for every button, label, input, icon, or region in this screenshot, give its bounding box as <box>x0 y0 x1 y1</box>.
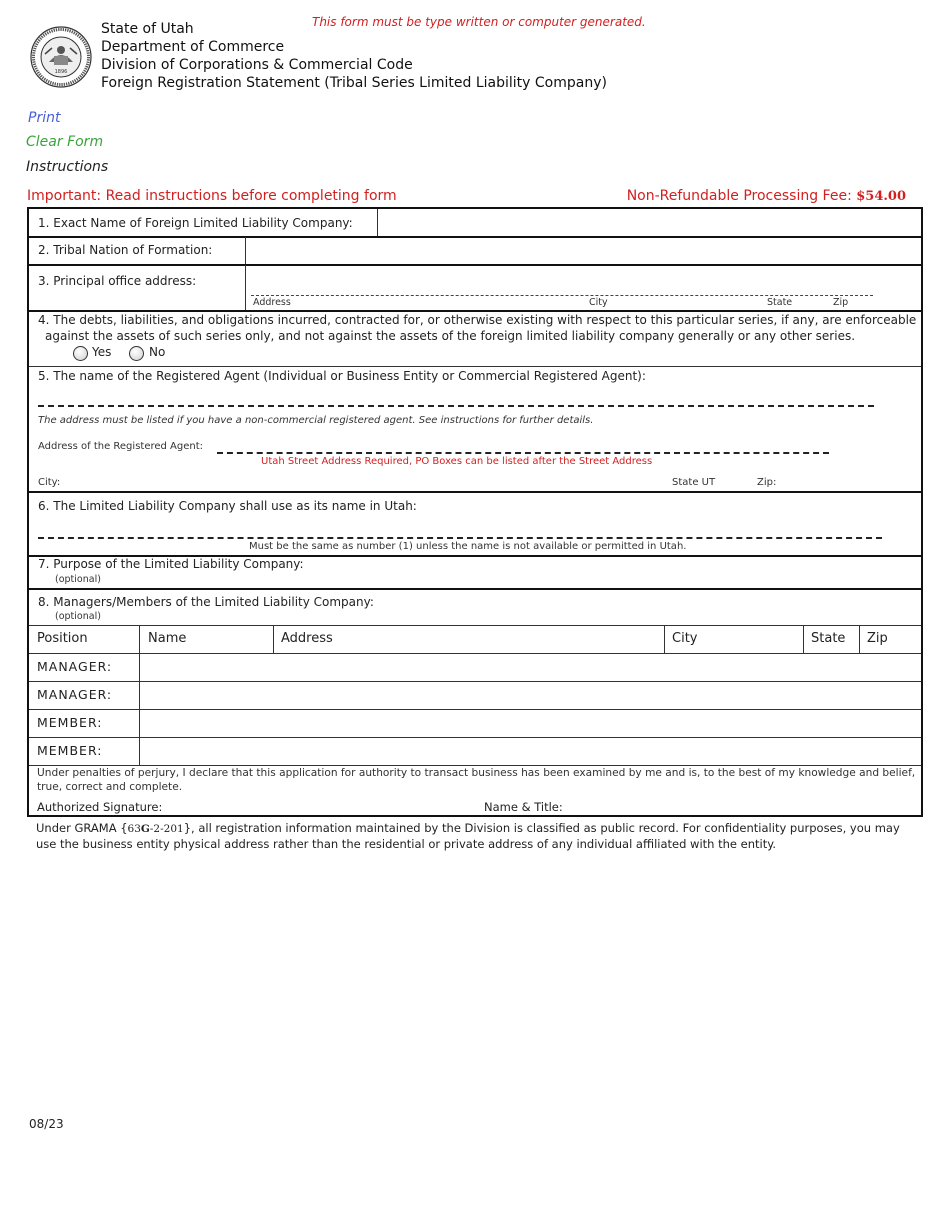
divider <box>29 681 921 682</box>
q8-label: 8. Managers/Members of the Limited Liability Company: <box>38 595 374 609</box>
divider <box>29 588 921 590</box>
foreign-llc-name-input[interactable] <box>381 212 916 234</box>
principal-state-caption: State <box>767 297 793 308</box>
divider <box>29 737 921 738</box>
clear-form-button[interactable]: Clear Form <box>26 134 104 150</box>
col-zip: Zip <box>867 631 888 646</box>
yes-radio-label: Yes <box>92 345 112 359</box>
agent-address-note: The address must be listed if you have a non-commercial registered agent. See instructions for further details. <box>38 415 594 426</box>
principal-state-input[interactable] <box>767 271 827 291</box>
divider <box>29 625 921 626</box>
col-name: Name <box>148 631 187 646</box>
divider <box>29 765 921 766</box>
processing-fee <box>627 188 906 204</box>
revision-date: 08/23 <box>29 1117 64 1131</box>
table-row-position: MANAGER: <box>37 687 113 702</box>
divider <box>377 209 378 236</box>
member-1-input[interactable] <box>145 712 917 734</box>
col-address: Address <box>281 631 333 646</box>
divider <box>273 625 274 653</box>
col-city: City <box>672 631 698 646</box>
table-row-position: MANAGER: <box>37 659 113 674</box>
grama-code-a: 63 <box>127 823 141 835</box>
manager-1-input[interactable] <box>145 656 917 678</box>
agent-zip-label: Zip: <box>757 477 777 488</box>
agent-address-line <box>217 452 829 454</box>
principal-zip-caption: Zip <box>833 297 849 308</box>
divider <box>245 237 246 264</box>
utah-name-input[interactable] <box>38 517 882 535</box>
grama-code-c: -2-201 <box>149 823 184 835</box>
q4-text-line2: against the assets of such series only, and not against the assets of the foreign limited liability company generally or any other series. <box>45 329 856 343</box>
header-division: Division of Corporations & Commercial Code <box>101 57 413 73</box>
q4-text-line1: 4. The debts, liabilities, and obligations incurred, contracted for, or otherwise existing with respect to this particular series, if any, are enforceable <box>38 313 917 327</box>
fee-label: Non-Refundable Processing Fee: <box>626 188 857 204</box>
signature-label: Authorized Signature: <box>37 800 163 814</box>
no-radio-label: No <box>149 345 166 359</box>
yes-radio[interactable] <box>73 346 88 361</box>
agent-state-label: State UT <box>672 477 716 488</box>
name-title-input[interactable] <box>569 797 909 815</box>
q1-label: 1. Exact Name of Foreign Limited Liability Company: <box>38 216 353 230</box>
divider <box>29 264 921 266</box>
divider <box>664 625 665 653</box>
principal-city-input[interactable] <box>589 271 759 291</box>
grama-prefix: Under GRAMA { <box>36 821 128 835</box>
divider <box>29 709 921 710</box>
col-position: Position <box>37 631 88 646</box>
utah-name-note: Must be the same as number (1) unless the name is not available or permitted in Utah. <box>249 541 687 552</box>
utah-name-line <box>38 537 882 539</box>
q2-label: 2. Tribal Nation of Formation: <box>38 243 213 257</box>
divider <box>245 265 246 310</box>
agent-city-input[interactable] <box>69 473 649 491</box>
no-radio[interactable] <box>129 346 144 361</box>
agent-zip-input[interactable] <box>781 473 891 491</box>
divider <box>29 310 921 312</box>
perjury-line1: Under penalties of perjury, I declare that this application for authority to transact business has been examined by me and is, to the best of my knowledge and belief, <box>37 767 916 779</box>
grama-line1 <box>36 821 916 837</box>
important-notice: Important: Read instructions before completing form <box>27 188 397 204</box>
member-2-input[interactable] <box>145 740 917 762</box>
principal-city-caption: City <box>589 297 608 308</box>
q3-label: 3. Principal office address: <box>38 274 197 288</box>
agent-name-line <box>38 405 874 407</box>
header-department: Department of Commerce <box>101 39 285 55</box>
divider <box>29 491 921 493</box>
header-lines <box>101 20 607 92</box>
instructions-link[interactable]: Instructions <box>26 159 109 175</box>
registered-agent-name-input[interactable] <box>38 385 874 403</box>
tribal-nation-input[interactable] <box>249 240 917 262</box>
divider <box>139 625 140 653</box>
purpose-input[interactable] <box>329 559 914 577</box>
q5-label: 5. The name of the Registered Agent (Individual or Business Entity or Commercial Registered Agent): <box>38 369 646 383</box>
principal-address-input[interactable] <box>251 271 591 291</box>
q6-label: 6. The Limited Liability Company shall use as its name in Utah: <box>38 499 417 513</box>
divider <box>29 236 921 238</box>
seal-year: 1896 <box>54 69 68 75</box>
table-row-position: MEMBER: <box>37 715 103 730</box>
agent-address-label: Address of the Registered Agent: <box>38 441 204 452</box>
name-title-label: Name & Title: <box>484 800 563 814</box>
grama-code-b: G <box>140 823 150 835</box>
registration-form <box>27 207 923 817</box>
divider <box>859 625 860 653</box>
divider <box>139 653 140 765</box>
q8-optional: (optional) <box>55 611 101 622</box>
typewritten-note: This form must be type written or computer generated. <box>312 15 646 29</box>
table-row-position: MEMBER: <box>37 743 103 758</box>
print-button[interactable]: Print <box>28 110 61 126</box>
col-state: State <box>811 631 846 646</box>
grama-rest: }, all registration information maintained by the Division is classified as public record. For confidentiality purposes, you may <box>183 821 900 835</box>
registered-agent-address-input[interactable] <box>217 435 829 453</box>
grama-notice <box>36 821 916 852</box>
agent-city-label: City: <box>38 477 61 488</box>
q7-optional: (optional) <box>55 574 101 585</box>
perjury-line2: true, correct and complete. <box>37 781 183 793</box>
utah-state-seal <box>30 26 92 88</box>
header-state: State of Utah <box>101 21 194 37</box>
principal-address-caption: Address <box>253 297 291 308</box>
grama-line2: use the business entity physical address rather than the residential or private address of any individual affiliated with the entity. <box>36 837 777 851</box>
divider <box>803 625 804 653</box>
principal-zip-input[interactable] <box>832 271 892 291</box>
signature-input[interactable] <box>167 797 477 815</box>
manager-2-input[interactable] <box>145 684 917 706</box>
form-title: Foreign Registration Statement (Tribal Series Limited Liability Company) <box>101 75 607 91</box>
address-line <box>251 295 873 296</box>
fee-amount: $54.00 <box>856 189 906 204</box>
divider <box>29 653 921 654</box>
q7-label: 7. Purpose of the Limited Liability Company: <box>38 557 304 571</box>
divider <box>29 366 921 367</box>
street-address-required-note: Utah Street Address Required, PO Boxes can be listed after the Street Address <box>261 456 653 467</box>
